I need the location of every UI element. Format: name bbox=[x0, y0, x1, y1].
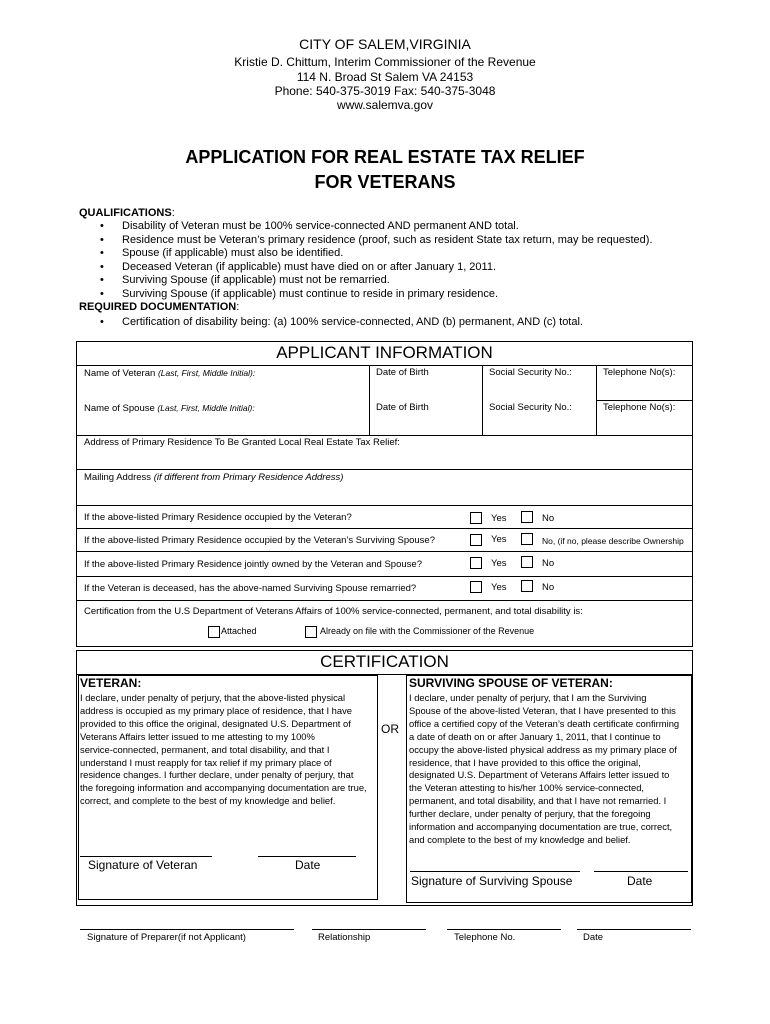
required-documentation-item: Certification of disability being: (a) 100% service-connected, AND (b) permanent, AND (c) total. bbox=[122, 315, 583, 328]
va-certification-question: Certification from the U.S Department of Veterans Affairs of 100% service-connected, permanent, and total disability is: bbox=[84, 606, 583, 617]
spouse-occupied-no-checkbox[interactable] bbox=[521, 533, 533, 545]
relationship-line[interactable] bbox=[312, 929, 426, 930]
qualification-item: Residence must be Veteran’s primary residence (proof, such as resident State tax return, may be requested). bbox=[122, 233, 653, 246]
veteran-name-field[interactable]: Name of Veteran (Last, First, Middle Initial): bbox=[84, 368, 256, 379]
divider bbox=[76, 600, 693, 601]
spouse-declaration-line: a date of death on or after January 1, 2011, that I continue to bbox=[409, 730, 661, 742]
question-spouse-remarried: If the Veteran is deceased, has the above-named Surviving Spouse remarried? bbox=[84, 583, 417, 594]
attached-checkbox[interactable] bbox=[208, 626, 220, 638]
spouse-declaration-line: information and accompanying documentation are true, correct, bbox=[409, 821, 673, 832]
divider bbox=[76, 505, 693, 506]
bullet: • bbox=[100, 247, 104, 259]
veteran-declaration-line: residence changes. I further declare, under penalty of perjury, that bbox=[80, 769, 354, 781]
form-title-line1: APPLICATION FOR REAL ESTATE TAX RELIEF bbox=[185, 147, 585, 167]
no-label: No bbox=[542, 513, 555, 524]
bullet: • bbox=[100, 233, 104, 246]
veteran-declaration-line: the foregoing information and accompanying documentation are true, bbox=[80, 782, 367, 794]
no-label: No bbox=[542, 582, 555, 593]
veteran-signature-label: Signature of Veteran bbox=[88, 858, 198, 872]
commissioner-name: Kristie D. Chittum, Interim Commissioner of the Revenue bbox=[234, 55, 536, 69]
veteran-declaration-line: provided to this office the original, designated U.S. Department of bbox=[80, 717, 351, 729]
qualification-item: Deceased Veteran (if applicable) must have died on or after January 1, 2011. bbox=[122, 260, 497, 273]
spouse-declaration-line: designated U.S. Department of Veterans Affairs letter issued to bbox=[409, 769, 670, 781]
no-ownership-label: No, (if no, please describe Ownership bbox=[542, 536, 684, 546]
certification-title: CERTIFICATION bbox=[320, 652, 449, 671]
divider bbox=[482, 365, 483, 435]
question-jointly-owned: If the above-listed Primary Residence jointly owned by the Veteran and Spouse? bbox=[84, 559, 422, 570]
divider bbox=[596, 400, 693, 401]
veteran-ssn-field[interactable]: Social Security No.: bbox=[489, 367, 572, 378]
yes-label: Yes bbox=[491, 558, 507, 569]
spouse-declaration-line: Spouse of the above-listed Veteran, that I have presented to this bbox=[409, 704, 676, 716]
divider bbox=[76, 576, 693, 577]
on-file-checkbox[interactable] bbox=[305, 626, 317, 638]
qualifications-heading: QUALIFICATIONS: bbox=[79, 207, 175, 219]
divider bbox=[369, 365, 370, 435]
attached-label: Attached bbox=[221, 626, 257, 636]
spouse-date-label: Date bbox=[627, 874, 653, 888]
telephone-label: Telephone No. bbox=[454, 932, 516, 943]
spouse-declaration-line: further declare, under penalty of perjury, that the foregoing bbox=[409, 808, 651, 820]
veteran-declaration-line: Veterans Affairs letter issued to me attesting to my 100% bbox=[80, 730, 315, 742]
veteran-declaration-line: address is occupied as my primary place of residence, that I have bbox=[80, 704, 353, 716]
bullet: • bbox=[100, 220, 104, 232]
spouse-date-line[interactable] bbox=[594, 871, 688, 872]
spouse-declaration-line: office a certified copy of the Veteran’s death certificate confirming bbox=[409, 717, 680, 729]
office-address: 114 N. Broad St Salem VA 24153 bbox=[296, 70, 474, 84]
relationship-label: Relationship bbox=[318, 932, 371, 943]
qualification-item: Spouse (if applicable) must also be identified. bbox=[122, 247, 344, 259]
spouse-dob-field[interactable]: Date of Birth bbox=[376, 402, 429, 413]
qualification-item: Disability of Veteran must be 100% service-connected AND permanent AND total. bbox=[122, 220, 519, 232]
veteran-dob-field[interactable]: Date of Birth bbox=[376, 367, 429, 378]
veteran-occupied-yes-checkbox[interactable] bbox=[470, 512, 482, 524]
spouse-remarried-yes-checkbox[interactable] bbox=[470, 581, 482, 593]
office-phone: Phone: 540-375-3019 Fax: 540-375-3048 bbox=[274, 84, 496, 98]
divider bbox=[76, 365, 693, 366]
veteran-declaration-line: understand I must reapply for tax relief if my primary place of bbox=[80, 756, 332, 768]
yes-label: Yes bbox=[491, 513, 507, 524]
or-label: OR bbox=[381, 722, 399, 736]
bullet: • bbox=[100, 274, 104, 286]
veteran-occupied-no-checkbox[interactable] bbox=[521, 511, 533, 523]
veteran-signature-line[interactable] bbox=[80, 856, 212, 857]
spouse-declaration-line: and complete to the best of my knowledge and belief. bbox=[409, 833, 631, 845]
spouse-ssn-field[interactable]: Social Security No.: bbox=[489, 402, 572, 413]
yes-label: Yes bbox=[491, 582, 507, 593]
divider bbox=[76, 469, 693, 470]
question-veteran-occupied: If the above-listed Primary Residence occupied by the Veteran? bbox=[84, 512, 352, 523]
divider bbox=[76, 551, 693, 552]
mailing-address-field[interactable]: Mailing Address (if different from Primary Residence Address) bbox=[84, 472, 344, 483]
bullet: • bbox=[100, 260, 104, 273]
bullet: • bbox=[100, 287, 104, 300]
bullet: • bbox=[100, 315, 104, 328]
telephone-line[interactable] bbox=[447, 929, 561, 930]
veteran-declaration-line: correct, and complete to the best of my knowledge and belief. bbox=[80, 795, 336, 807]
spouse-signature-label: Signature of Surviving Spouse bbox=[411, 874, 573, 888]
on-file-label: Already on file with the Commissioner of the Revenue bbox=[320, 626, 535, 636]
spouse-remarried-no-checkbox[interactable] bbox=[521, 580, 533, 592]
primary-residence-address-field[interactable]: Address of Primary Residence To Be Granted Local Real Estate Tax Relief: bbox=[84, 437, 400, 448]
yes-label: Yes bbox=[491, 534, 507, 545]
city-name: CITY OF SALEM,VIRGINIA bbox=[299, 36, 471, 52]
spouse-name-field[interactable]: Name of Spouse (Last, First, Middle Initial): bbox=[84, 403, 255, 414]
qualification-item: Surviving Spouse (if applicable) must not be remarried. bbox=[122, 274, 390, 286]
required-documentation-heading: REQUIRED DOCUMENTATION: bbox=[79, 301, 240, 313]
spouse-declaration-line: permanent, and total disability, and that I have not remarried. I bbox=[409, 795, 667, 807]
question-spouse-occupied: If the above-listed Primary Residence occupied by the Veteran’s Surviving Spouse? bbox=[84, 535, 435, 546]
veteran-phone-field[interactable]: Telephone No(s): bbox=[603, 367, 676, 378]
divider bbox=[76, 528, 693, 529]
jointly-owned-no-checkbox[interactable] bbox=[521, 556, 533, 568]
spouse-phone-field[interactable]: Telephone No(s): bbox=[603, 402, 676, 413]
spouse-declaration-line: the Veteran attesting to his/her 100% service-connected, bbox=[409, 782, 645, 794]
preparer-signature-line[interactable] bbox=[80, 929, 294, 930]
veteran-certification-heading: VETERAN: bbox=[80, 676, 142, 690]
applicant-information-title: APPLICANT INFORMATION bbox=[276, 343, 493, 362]
divider bbox=[76, 435, 693, 436]
no-label: No bbox=[542, 558, 555, 569]
spouse-declaration-line: residence, that I have provided to this office the original, bbox=[409, 756, 641, 768]
veteran-date-line[interactable] bbox=[258, 856, 356, 857]
form-title-line2: FOR VETERANS bbox=[314, 172, 456, 192]
veteran-declaration-line: service-connected, permanent, and total disability, and that I bbox=[80, 743, 330, 755]
spouse-declaration-line: occupy the above-listed physical address as my primary place of bbox=[409, 743, 677, 755]
spouse-certification-heading: SURVIVING SPOUSE OF VETERAN: bbox=[409, 676, 613, 690]
spouse-occupied-yes-checkbox[interactable] bbox=[470, 534, 482, 546]
qualification-item: Surviving Spouse (if applicable) must continue to reside in primary residence. bbox=[122, 287, 499, 300]
veteran-declaration-line: I declare, under penalty of perjury, that the above-listed physical bbox=[80, 692, 346, 703]
spouse-signature-line[interactable] bbox=[410, 871, 580, 872]
jointly-owned-yes-checkbox[interactable] bbox=[470, 557, 482, 569]
spouse-declaration-line: I declare, under penalty of perjury, that I am the Surviving bbox=[409, 692, 647, 703]
veteran-date-label: Date bbox=[295, 858, 321, 872]
preparer-signature-label: Signature of Preparer(if not Applicant) bbox=[87, 932, 246, 943]
preparer-date-line[interactable] bbox=[577, 929, 691, 930]
preparer-date-label: Date bbox=[583, 932, 604, 943]
applicant-information-section bbox=[76, 341, 693, 647]
office-website: www.salemva.gov bbox=[336, 98, 434, 112]
